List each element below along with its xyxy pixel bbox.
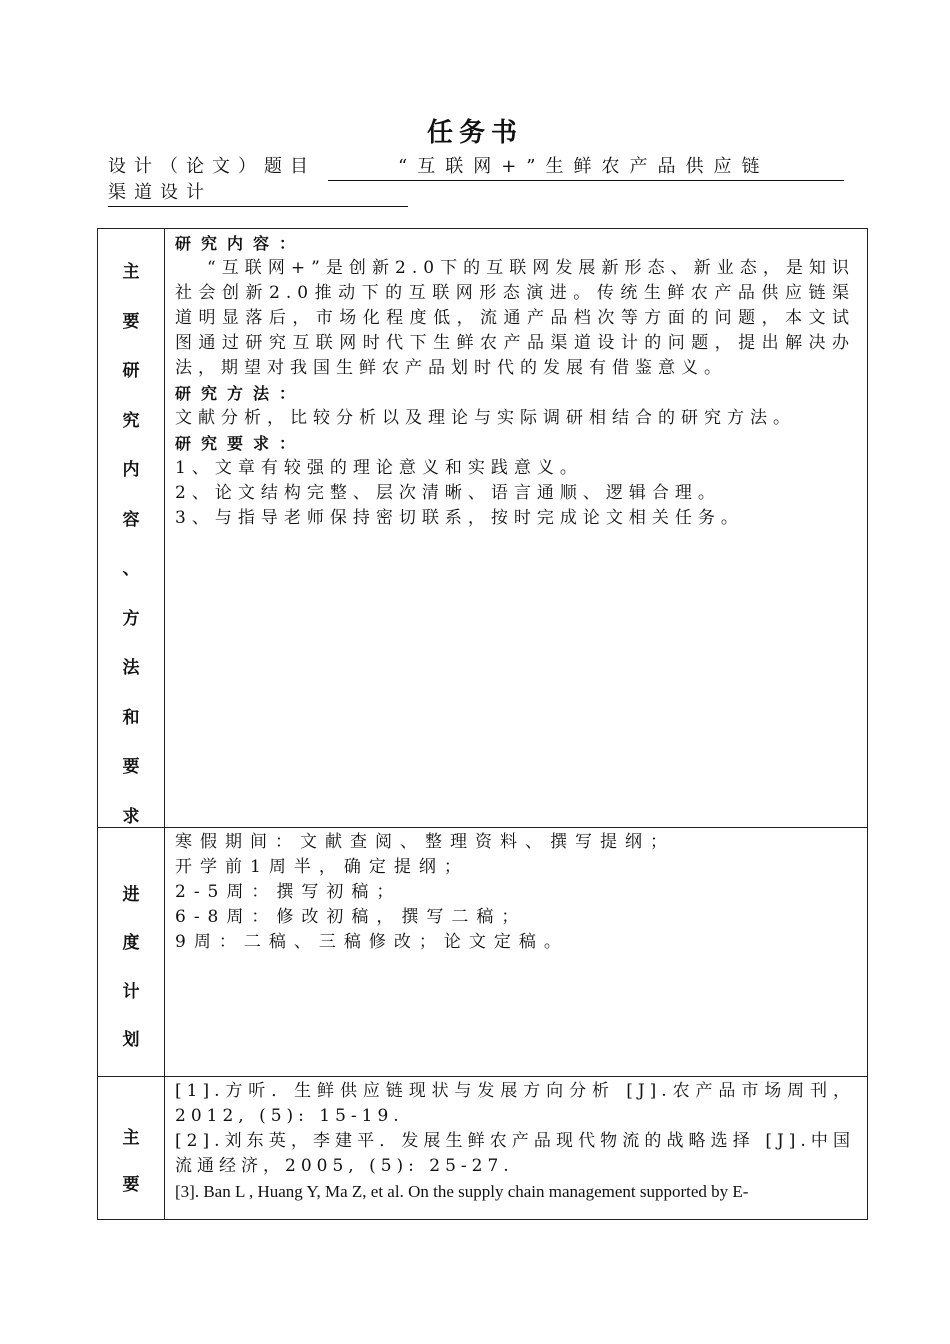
label-char: 究 <box>122 410 140 431</box>
topic-line-1 <box>108 154 844 181</box>
label-char: 主 <box>122 262 140 282</box>
label-char: 内 <box>122 460 140 481</box>
references-content-cell <box>165 1077 868 1220</box>
label-char: 度 <box>122 933 140 954</box>
label-char: 要 <box>122 1175 140 1195</box>
research-content-cell <box>165 229 868 828</box>
label-char: 法 <box>122 658 140 679</box>
label-char: 要 <box>122 311 140 332</box>
research-label-cell <box>98 229 165 828</box>
label-char: 要 <box>122 757 140 778</box>
document-title: 任务书 <box>426 118 523 148</box>
topic-label: 设计（论文）题目 <box>108 156 316 177</box>
label-char: 计 <box>122 981 140 1002</box>
schedule-item: 开学前1周半，确定提纲； <box>175 857 469 877</box>
schedule-item: 2-5周：撰写初稿； <box>175 882 402 902</box>
research-vertical-label <box>98 229 164 827</box>
label-char: 求 <box>122 806 140 827</box>
research-requirement-heading: 研究要求： <box>175 434 306 453</box>
requirement-item: 3、与指导老师保持密切联系，按时完成论文相关任务。 <box>175 508 744 528</box>
label-char: 划 <box>122 1029 140 1050</box>
reference-item: [3]. Ban L , Huang Y, Ma Z, et al. On the supply chain management supported by E- <box>175 1182 749 1201</box>
schedule-item: 6-8周：修改初稿，撰写二稿； <box>175 907 527 927</box>
reference-item: [1].方听．生鲜供应链现状与发展方向分析 [J].农产品市场周刊，2012, (5): 15-19. <box>175 1081 855 1126</box>
label-char: 容 <box>122 509 140 530</box>
topic-title-part1: “互联网+”生鲜农产品供应链 <box>328 154 844 181</box>
research-content-heading: 研究内容： <box>175 234 306 253</box>
label-char: 、 <box>122 559 140 580</box>
schedule-content-cell <box>165 828 868 1077</box>
schedule-vertical-label <box>98 828 164 1050</box>
reference-item: [2].刘东英，李建平．发展生鲜农产品现代物流的战略选择 [J].中国流通经济，2005, (5): 25-27. <box>175 1131 855 1176</box>
requirement-item: 2、论文结构完整、层次清晰、语言通顺、逻辑合理。 <box>175 483 721 503</box>
label-char: 和 <box>122 707 140 728</box>
requirement-item: 1、文章有较强的理论意义和实践意义。 <box>175 458 583 478</box>
topic-line-2 <box>108 180 844 207</box>
schedule-label-cell <box>98 828 165 1077</box>
schedule-item: 寒假期间：文献查阅、整理资料、撰写提纲； <box>175 832 675 852</box>
research-row <box>98 229 868 828</box>
task-table <box>97 228 868 1220</box>
schedule-item: 9周：二稿、三稿修改；论文定稿。 <box>175 932 569 952</box>
research-method-text: 文献分析，比较分析以及理论与实际调研相结合的研究方法。 <box>175 408 796 428</box>
label-char: 研 <box>122 361 140 382</box>
references-row <box>98 1077 868 1220</box>
label-char: 方 <box>122 608 140 629</box>
label-char: 进 <box>122 885 140 905</box>
topic-title-part2: 渠道设计 <box>108 180 408 207</box>
schedule-row <box>98 828 868 1077</box>
research-content-text: “互联网+”是创新2.0下的互联网发展新形态、新业态，是知识社会创新2.0推动下的互联网形态演进。传统生鲜农产品供应链渠道明显落后，市场化程度低，流通产品档次等方面的问题，本文试图通过研究互联网时代下生鲜农产品渠道设计的问题，提出解决办法，期望对我国生鲜农产品划时代的发展有借鉴意义。 <box>175 258 855 378</box>
references-vertical-label <box>98 1077 164 1195</box>
label-char: 主 <box>122 1128 140 1148</box>
research-method-heading: 研究方法： <box>175 384 306 403</box>
references-label-cell <box>98 1077 165 1220</box>
